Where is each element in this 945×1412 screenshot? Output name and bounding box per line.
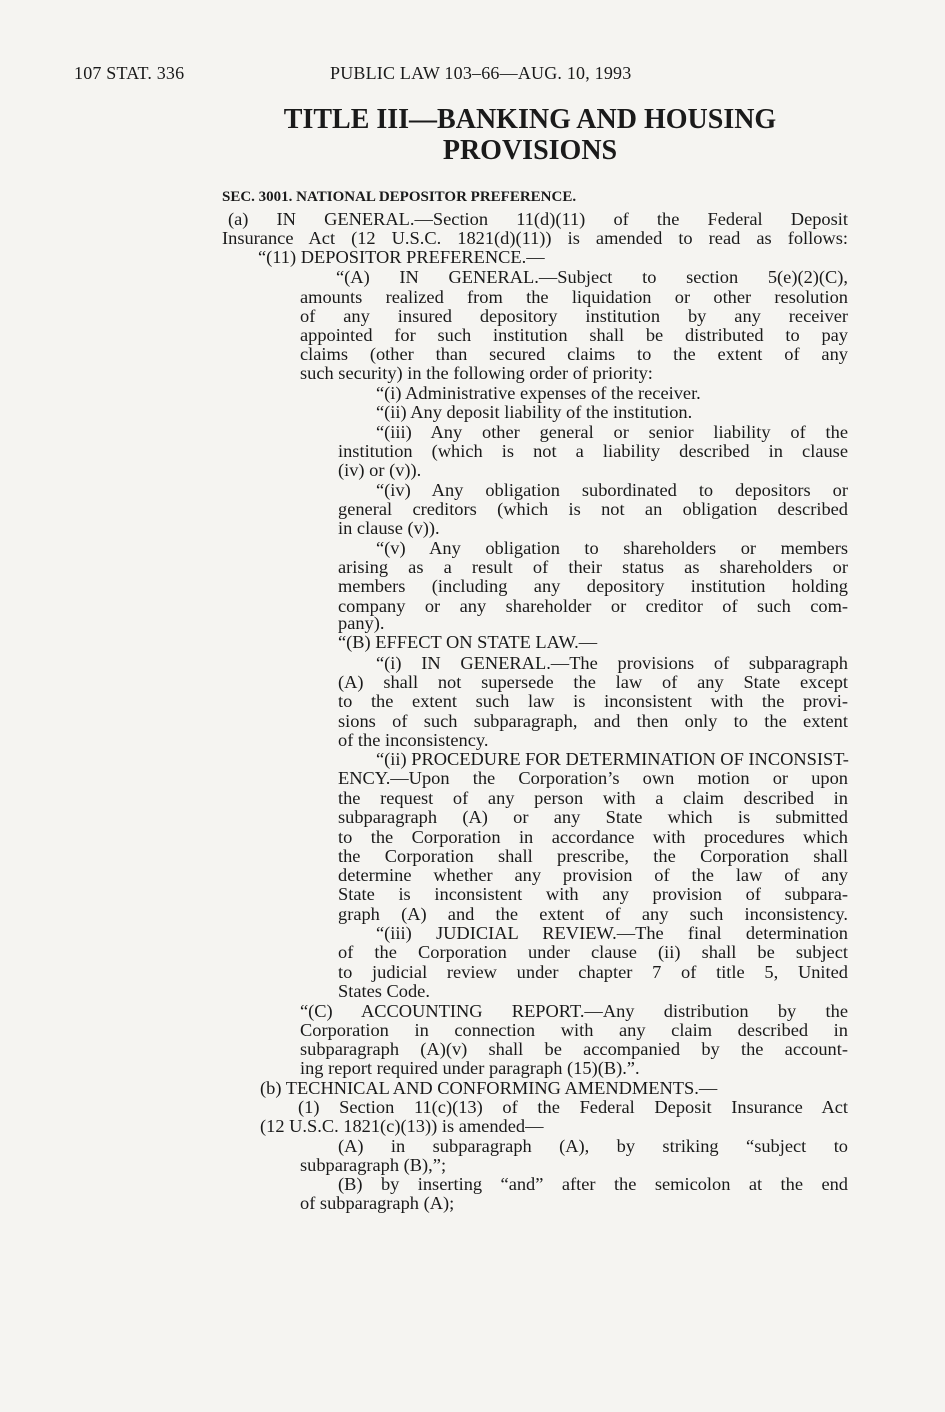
body-line: State is inconsistent with any provision of subpara- (338, 884, 848, 904)
body-line: institution (which is not a liability described in clause (338, 441, 848, 461)
body-line: ENCY.—Upon the Corporation’s own motion or upon (338, 768, 848, 788)
body-line: “(v) Any obligation to shareholders or members (376, 538, 848, 558)
body-line: “(ii) PROCEDURE FOR DETERMINATION OF INCONSIST- (376, 749, 849, 769)
body-line: the request of any person with a claim described in (338, 788, 848, 808)
body-line: of the inconsistency. (338, 730, 489, 750)
body-line: “(iii) JUDICIAL REVIEW.—The final determination (376, 923, 848, 943)
body-line: sions of such subparagraph, and then only to the extent (338, 711, 848, 731)
page-reference: 107 STAT. 336 (74, 63, 185, 83)
body-line: arising as a result of their status as shareholders or (338, 557, 848, 577)
body-line: of any insured depository institution by any receiver (300, 306, 848, 326)
body-line: of subparagraph (A); (300, 1193, 455, 1213)
body-line: to the extent such law is inconsistent with the provi- (338, 691, 848, 711)
public-law-reference: PUBLIC LAW 103–66—AUG. 10, 1993 (330, 63, 632, 83)
body-line: the Corporation shall prescribe, the Corporation shall (338, 846, 848, 866)
title-heading (200, 104, 860, 166)
body-line: amounts realized from the liquidation or other resolution (300, 287, 848, 307)
body-line: to the Corporation in accordance with procedures which (338, 827, 848, 847)
body-line: claims (other than secured claims to the extent of any (300, 344, 848, 364)
body-line: “(iv) Any obligation subordinated to depositors or (376, 480, 848, 500)
title-line-2: PROVISIONS (442, 135, 618, 166)
body-line: (A) shall not supersede the law of any State except (338, 672, 848, 692)
body-line: Corporation in connection with any claim described in (300, 1020, 848, 1040)
body-line: subparagraph (A) or any State which is submitted (338, 807, 848, 827)
body-line: States Code. (338, 981, 430, 1001)
body-line: graph (A) and the extent of any such inconsistency. (338, 904, 848, 924)
body-line: “(iii) Any other general or senior liability of the (376, 422, 848, 442)
body-line: (12 U.S.C. 1821(c)(13)) is amended— (260, 1116, 544, 1136)
body-line: (A) in subparagraph (A), by striking “subject to (338, 1136, 848, 1156)
body-line: to judicial review under chapter 7 of title 5, United (338, 962, 848, 982)
body-line: “(A) IN GENERAL.—Subject to section 5(e)(2)(C), (336, 267, 848, 287)
body-line: ing report required under paragraph (15)(B).”. (300, 1058, 640, 1078)
body-line: (B) by inserting “and” after the semicolon at the end (338, 1174, 848, 1194)
body-line: appointed for such institution shall be distributed to pay (300, 325, 848, 345)
body-line: “(i) IN GENERAL.—The provisions of subparagraph (376, 653, 848, 673)
title-line-1: TITLE III—BANKING AND HOUSING (283, 104, 777, 135)
body-line: “(ii) Any deposit liability of the institution. (376, 402, 693, 422)
body-line: pany). (338, 613, 385, 633)
body-line: of the Corporation under clause (ii) shall be subject (338, 942, 848, 962)
body-line: (b) TECHNICAL AND CONFORMING AMENDMENTS.— (260, 1078, 718, 1098)
body-line: such security) in the following order of priority: (300, 363, 653, 383)
body-line: (iv) or (v)). (338, 460, 422, 480)
body-line: “(C) ACCOUNTING REPORT.—Any distribution by the (300, 1001, 848, 1021)
body-line: subparagraph (A)(v) shall be accompanied by the account- (300, 1039, 848, 1059)
body-line: in clause (v)). (338, 518, 440, 538)
body-line: general creditors (which is not an obligation described (338, 499, 848, 519)
body-line: (1) Section 11(c)(13) of the Federal Deposit Insurance Act (298, 1097, 848, 1117)
body-line: subparagraph (B),”; (300, 1155, 447, 1175)
body-line: “(11) DEPOSITOR PREFERENCE.— (258, 247, 545, 267)
body-line: determine whether any provision of the law of any (338, 865, 848, 885)
section-heading: SEC. 3001. NATIONAL DEPOSITOR PREFERENCE. (222, 189, 577, 205)
body-line: “(i) Administrative expenses of the receiver. (376, 383, 701, 403)
body-line: “(B) EFFECT ON STATE LAW.— (338, 632, 598, 652)
body-line: members (including any depository institution holding (338, 576, 848, 596)
body-line: (a) IN GENERAL.—Section 11(d)(11) of the Federal Deposit (228, 209, 848, 229)
body-line: company or any shareholder or creditor of such com- (338, 596, 848, 616)
body-line: Insurance Act (12 U.S.C. 1821(d)(11)) is amended to read as follows: (222, 228, 848, 248)
